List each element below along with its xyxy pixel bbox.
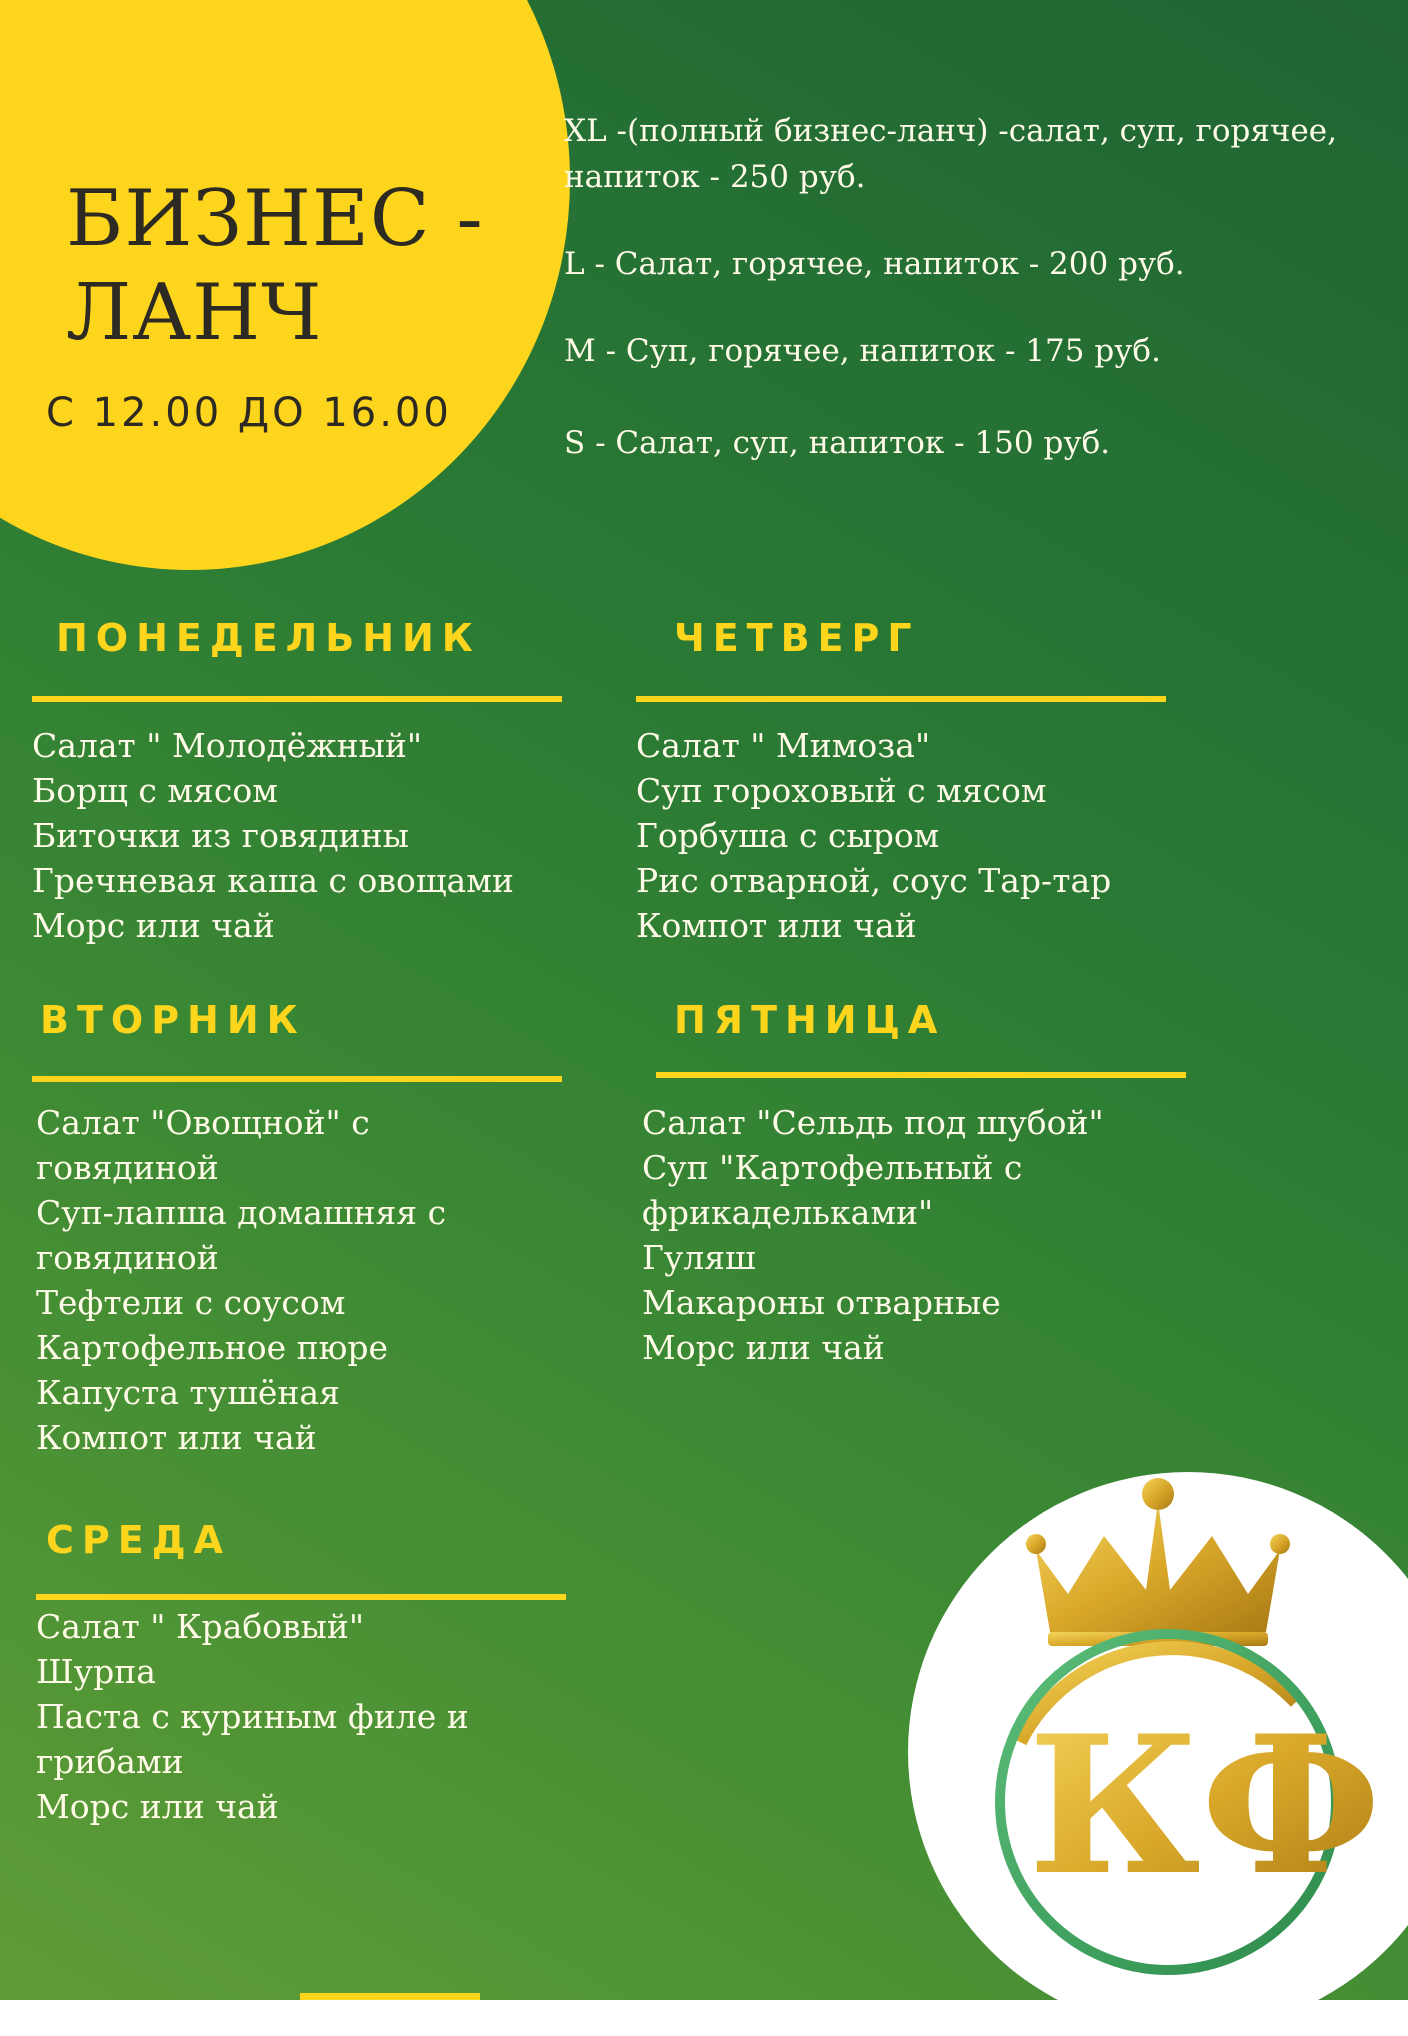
- plan-s: S - Салат, суп, напиток - 150 руб.: [564, 425, 1111, 461]
- plan-m: M - Суп, горячее, напиток - 175 руб.: [564, 333, 1161, 369]
- menu-item: Салат " Молодёжный": [32, 726, 423, 765]
- menu-item: Суп гороховый с мясом: [636, 771, 1047, 810]
- menu-item: Горбуша с сыром: [636, 816, 940, 855]
- menu-item: Компот или чай: [636, 906, 917, 945]
- crown-icon: [1026, 1478, 1290, 1646]
- menu-item: Картофельное пюре: [36, 1328, 389, 1367]
- wednesday-rule: [36, 1594, 566, 1600]
- menu-item: Компот или чай: [36, 1418, 317, 1457]
- menu-item: Тефтели с соусом: [36, 1283, 346, 1322]
- thursday-title: ЧЕТВЕРГ: [674, 616, 920, 660]
- friday-title: ПЯТНИЦА: [674, 998, 946, 1042]
- monday-menu: [32, 723, 514, 948]
- title-line-2: ЛАНЧ: [66, 268, 323, 358]
- menu-item: Шурпа: [36, 1652, 156, 1691]
- menu-item: Гуляш: [642, 1238, 756, 1277]
- page-title: [66, 172, 484, 360]
- menu-item: Суп-лапша домашняя с говядиной: [36, 1193, 447, 1277]
- lunch-hours: С 12.00 ДО 16.00: [46, 390, 452, 436]
- tuesday-rule: [32, 1076, 562, 1082]
- wednesday-menu: [36, 1604, 556, 1829]
- menu-item: Суп "Картофельный с фрикадельками": [642, 1148, 1023, 1232]
- logo-badge: [908, 1472, 1408, 2032]
- wednesday-title: СРЕДА: [46, 1518, 231, 1562]
- crown-kf-logo: [908, 1472, 1408, 2032]
- plan-xl: XL -(полный бизнес-ланч) -салат, суп, горячее, напиток - 250 руб.: [564, 113, 1337, 195]
- plan-list: [564, 108, 1384, 507]
- menu-item: Биточки из говядины: [32, 816, 409, 855]
- friday-menu: [642, 1100, 1202, 1370]
- menu-item: Морс или чай: [36, 1787, 279, 1826]
- menu-item: Гречневая каша с овощами: [32, 861, 514, 900]
- menu-item: Салат "Овощной" с говядиной: [36, 1103, 370, 1187]
- monday-rule: [32, 696, 562, 702]
- bottom-accent-line: [300, 1993, 480, 2000]
- thursday-rule: [636, 696, 1166, 702]
- menu-item: Борщ с мясом: [32, 771, 278, 810]
- menu-item: Салат " Мимоза": [636, 726, 931, 765]
- menu-item: Капуста тушёная: [36, 1373, 340, 1412]
- tuesday-title: ВТОРНИК: [40, 998, 306, 1042]
- menu-item: Морс или чай: [642, 1328, 885, 1367]
- plan-l: L - Салат, горячее, напиток - 200 руб.: [564, 246, 1185, 282]
- menu-item: Паста с куриным филе и грибами: [36, 1697, 469, 1781]
- friday-rule: [656, 1072, 1186, 1078]
- menu-item: Макароны отварные: [642, 1283, 1001, 1322]
- title-line-1: БИЗНЕС -: [66, 174, 484, 264]
- menu-item: Салат "Сельдь под шубой": [642, 1103, 1104, 1142]
- tuesday-menu: [36, 1100, 556, 1460]
- logo-letters: КФ: [1028, 1694, 1382, 1917]
- thursday-menu: [636, 723, 1111, 948]
- menu-item: Рис отварной, соус Тар-тар: [636, 861, 1112, 900]
- monday-title: ПОНЕДЕЛЬНИК: [56, 616, 481, 660]
- menu-item: Морс или чай: [32, 906, 275, 945]
- menu-item: Салат " Крабовый": [36, 1607, 365, 1646]
